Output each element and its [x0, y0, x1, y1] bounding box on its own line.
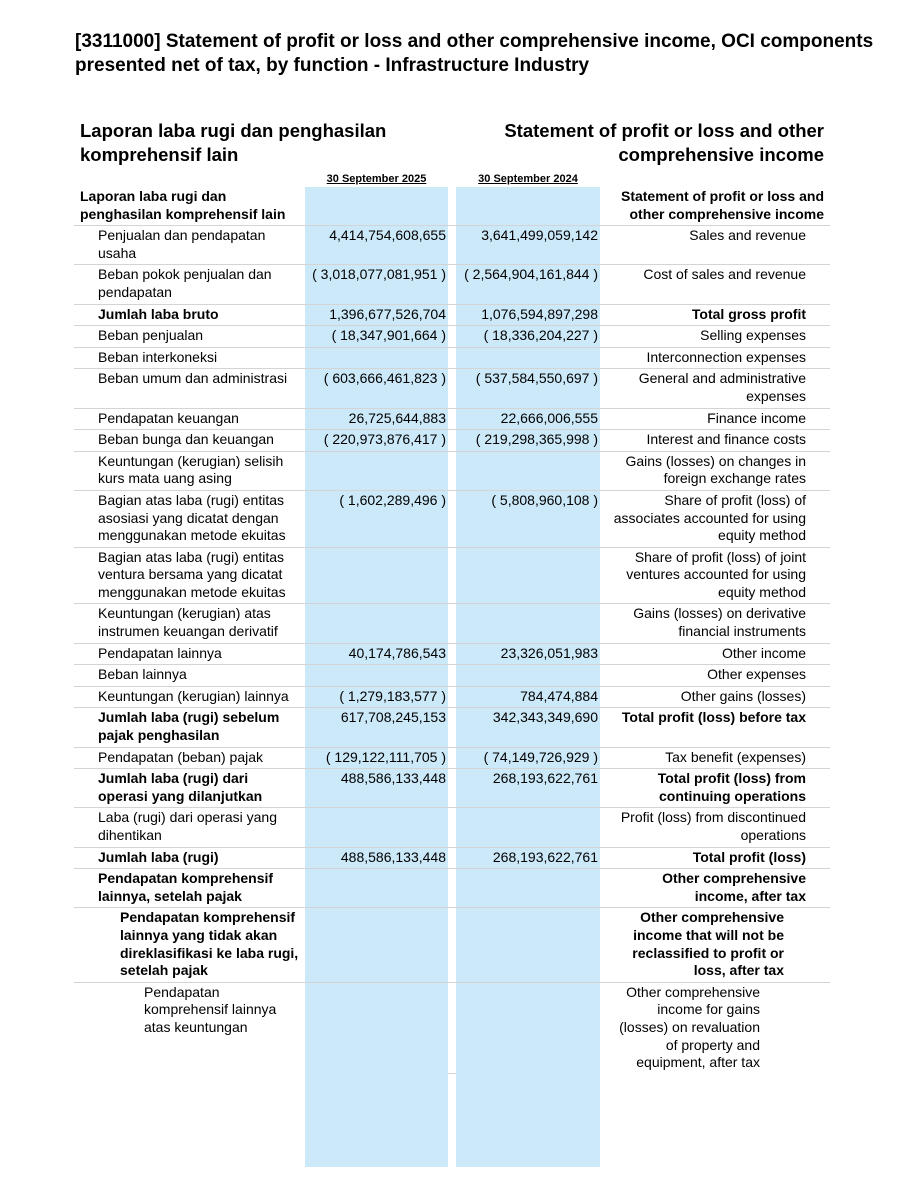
column-date-header: 30 September 2025	[326, 173, 427, 185]
row-label-indonesian: Pendapatan komprehensif lainnya yang tidak akan direklasifikasi ke laba rugi, setelah pajak	[74, 908, 305, 982]
table-row	[74, 347, 830, 369]
row-value-2024	[456, 604, 600, 643]
column-gap	[448, 604, 456, 643]
row-label-indonesian: Jumlah laba bruto	[74, 304, 305, 326]
row-value-2025	[305, 451, 448, 490]
row-value-2024: 23,326,051,983	[456, 643, 600, 665]
row-value-2025: ( 603,666,461,823 )	[305, 369, 448, 408]
row-label-english: Finance income	[600, 408, 830, 430]
row-value-2024: 1,076,594,897,298	[456, 304, 600, 326]
row-value-2025: ( 1,602,289,496 )	[305, 490, 448, 547]
column-gap	[448, 908, 456, 982]
row-value-2025	[305, 347, 448, 369]
column-gap	[448, 430, 456, 452]
column-gap	[448, 982, 456, 1073]
row-value-2024: ( 537,584,550,697 )	[456, 369, 600, 408]
row-label-indonesian: Pendapatan keuangan	[74, 408, 305, 430]
row-label-english: Total profit (loss)	[600, 847, 830, 869]
row-label-indonesian: Pendapatan lainnya	[74, 643, 305, 665]
row-value-2025: ( 220,973,876,417 )	[305, 430, 448, 452]
column-gap	[448, 869, 456, 908]
row-value-2024: ( 74,149,726,929 )	[456, 747, 600, 769]
table-row	[74, 604, 830, 643]
row-label-indonesian: Jumlah laba (rugi)	[74, 847, 305, 869]
column-gap	[448, 547, 456, 604]
row-label-indonesian: Jumlah laba (rugi) sebelum pajak penghasilan	[74, 708, 305, 747]
row-value-2024	[456, 347, 600, 369]
row-value-2024	[456, 187, 600, 226]
row-value-2025	[305, 547, 448, 604]
column-gap	[448, 369, 456, 408]
row-label-indonesian: Pendapatan (beban) pajak	[74, 747, 305, 769]
row-value-2024: 3,641,499,059,142	[456, 226, 600, 265]
row-label-english: Gains (losses) on derivative financial instruments	[600, 604, 830, 643]
row-value-2024: ( 18,336,204,227 )	[456, 326, 600, 348]
table-row	[74, 982, 830, 1073]
column-gap	[448, 451, 456, 490]
column-gap	[448, 408, 456, 430]
table-row	[74, 304, 830, 326]
table-row	[74, 769, 830, 808]
row-value-2025: ( 129,122,111,705 )	[305, 747, 448, 769]
row-label-indonesian: Beban bunga dan keuangan	[74, 430, 305, 452]
table-row	[74, 908, 830, 982]
table-row	[74, 808, 830, 847]
row-label-indonesian: Keuntungan (kerugian) atas instrumen keuangan derivatif	[74, 604, 305, 643]
row-label-indonesian: Beban penjualan	[74, 326, 305, 348]
table-row	[74, 326, 830, 348]
row-label-english: Total profit (loss) from continuing operations	[600, 769, 830, 808]
column-gap	[448, 847, 456, 869]
row-value-2024: ( 219,298,365,998 )	[456, 430, 600, 452]
statement-table	[74, 187, 830, 1074]
section-header-indonesian: Laporan laba rugi dan penghasilan komprehensif lain	[80, 120, 387, 165]
row-value-2025: ( 18,347,901,664 )	[305, 326, 448, 348]
row-label-indonesian: Bagian atas laba (rugi) entitas ventura bersama yang dicatat menggunakan metode ekuitas	[74, 547, 305, 604]
row-value-2025: 488,586,133,448	[305, 769, 448, 808]
row-value-2024: 22,666,006,555	[456, 408, 600, 430]
row-label-english: Other expenses	[600, 665, 830, 687]
column-gap	[448, 265, 456, 304]
table-row	[74, 490, 830, 547]
row-value-2024: 268,193,622,761	[456, 769, 600, 808]
row-value-2024: ( 2,564,904,161,844 )	[456, 265, 600, 304]
row-value-2024: ( 5,808,960,108 )	[456, 490, 600, 547]
column-gap	[448, 347, 456, 369]
row-label-indonesian: Laba (rugi) dari operasi yang dihentikan	[74, 808, 305, 847]
row-label-english: Cost of sales and revenue	[600, 265, 830, 304]
table-row	[74, 408, 830, 430]
row-value-2024	[456, 665, 600, 687]
row-value-2025: 617,708,245,153	[305, 708, 448, 747]
row-label-english: Sales and revenue	[600, 226, 830, 265]
table-row	[74, 369, 830, 408]
table-row	[74, 686, 830, 708]
row-label-english: Interconnection expenses	[600, 347, 830, 369]
row-value-2025: 488,586,133,448	[305, 847, 448, 869]
table-row	[74, 869, 830, 908]
row-label-english: Selling expenses	[600, 326, 830, 348]
column-gap	[448, 187, 456, 226]
row-label-indonesian: Beban pokok penjualan dan pendapatan	[74, 265, 305, 304]
row-label-english: Other comprehensive income, after tax	[600, 869, 830, 908]
row-label-indonesian: Pendapatan komprehensif lainnya, setelah pajak	[74, 869, 305, 908]
column-gap	[448, 226, 456, 265]
column-gap	[448, 490, 456, 547]
section-header-english: Statement of profit or loss and other comprehensive income	[504, 120, 824, 165]
statement-body	[74, 187, 830, 1074]
row-label-indonesian: Bagian atas laba (rugi) entitas asosiasi yang dicatat dengan menggunakan metode ekuitas	[74, 490, 305, 547]
row-value-2024: 784,474,884	[456, 686, 600, 708]
row-label-english: Other gains (losses)	[600, 686, 830, 708]
table-row	[74, 643, 830, 665]
row-label-english: Total profit (loss) before tax	[600, 708, 830, 747]
row-label-english: Other comprehensive income that will not be reclassified to profit or loss, after tax	[600, 908, 830, 982]
row-label-indonesian: Laporan laba rugi dan penghasilan komprehensif lain	[74, 187, 305, 226]
row-value-2025: 26,725,644,883	[305, 408, 448, 430]
table-row	[74, 665, 830, 687]
row-label-indonesian: Penjualan dan pendapatan usaha	[74, 226, 305, 265]
document-title: [3311000] Statement of profit or loss and other comprehensive income, OCI components presented net of tax, by function - Infrastructure Industry	[75, 31, 874, 76]
row-label-english: Share of profit (loss) of joint ventures accounted for using equity method	[600, 547, 830, 604]
column-gap	[448, 769, 456, 808]
table-row	[74, 451, 830, 490]
row-label-english: Profit (loss) from discontinued operations	[600, 808, 830, 847]
row-value-2024	[456, 982, 600, 1073]
table-row	[74, 430, 830, 452]
row-value-2024: 268,193,622,761	[456, 847, 600, 869]
column-gap	[448, 686, 456, 708]
row-value-2025	[305, 187, 448, 226]
column-gap	[448, 326, 456, 348]
column-gap	[448, 643, 456, 665]
table-row	[74, 847, 830, 869]
row-value-2025: ( 1,279,183,577 )	[305, 686, 448, 708]
row-value-2025	[305, 908, 448, 982]
row-label-indonesian: Pendapatan komprehensif lainnya atas keuntungan	[144, 983, 277, 1035]
table-row	[74, 265, 830, 304]
table-row	[74, 708, 830, 747]
row-value-2025	[305, 808, 448, 847]
row-value-2025	[305, 604, 448, 643]
table-row	[74, 747, 830, 769]
row-value-2024	[456, 869, 600, 908]
row-label-english: General and administrative expenses	[600, 369, 830, 408]
row-label-english: Gains (losses) on changes in foreign exchange rates	[600, 451, 830, 490]
row-value-2025	[305, 869, 448, 908]
row-label-indonesian: Beban umum dan administrasi	[74, 369, 305, 408]
row-label-english: Other income	[600, 643, 830, 665]
row-label-indonesian: Keuntungan (kerugian) selisih kurs mata uang asing	[74, 451, 305, 490]
row-label-english: Other comprehensive income for gains (losses) on revaluation of property and equipment, after tax	[619, 983, 760, 1071]
row-label-indonesian: Beban lainnya	[74, 665, 305, 687]
column-gap	[448, 708, 456, 747]
table-row	[74, 226, 830, 265]
row-value-2025: 1,396,677,526,704	[305, 304, 448, 326]
row-label-indonesian: Beban interkoneksi	[74, 347, 305, 369]
row-value-2024	[456, 908, 600, 982]
row-label-english: Tax benefit (expenses)	[600, 747, 830, 769]
row-value-2024	[456, 451, 600, 490]
table-row	[74, 187, 830, 226]
row-label-indonesian: Keuntungan (kerugian) lainnya	[74, 686, 305, 708]
row-label-english: Total gross profit	[600, 304, 830, 326]
row-label-indonesian: Jumlah laba (rugi) dari operasi yang dilanjutkan	[74, 769, 305, 808]
row-value-2025: ( 3,018,077,081,951 )	[305, 265, 448, 304]
row-label-english: Share of profit (loss) of associates accounted for using equity method	[600, 490, 830, 547]
row-value-2025	[305, 665, 448, 687]
row-value-2025	[305, 982, 448, 1073]
column-gap	[448, 747, 456, 769]
row-label-english: Statement of profit or loss and other comprehensive income	[600, 187, 830, 226]
column-gap	[448, 304, 456, 326]
table-row	[74, 547, 830, 604]
row-value-2024	[456, 547, 600, 604]
column-date-header: 30 September 2024	[478, 173, 578, 185]
row-value-2024	[456, 808, 600, 847]
column-gap	[448, 665, 456, 687]
row-value-2024: 342,343,349,690	[456, 708, 600, 747]
row-value-2025: 4,414,754,608,655	[305, 226, 448, 265]
row-label-english: Interest and finance costs	[600, 430, 830, 452]
row-value-2025: 40,174,786,543	[305, 643, 448, 665]
column-gap	[448, 808, 456, 847]
